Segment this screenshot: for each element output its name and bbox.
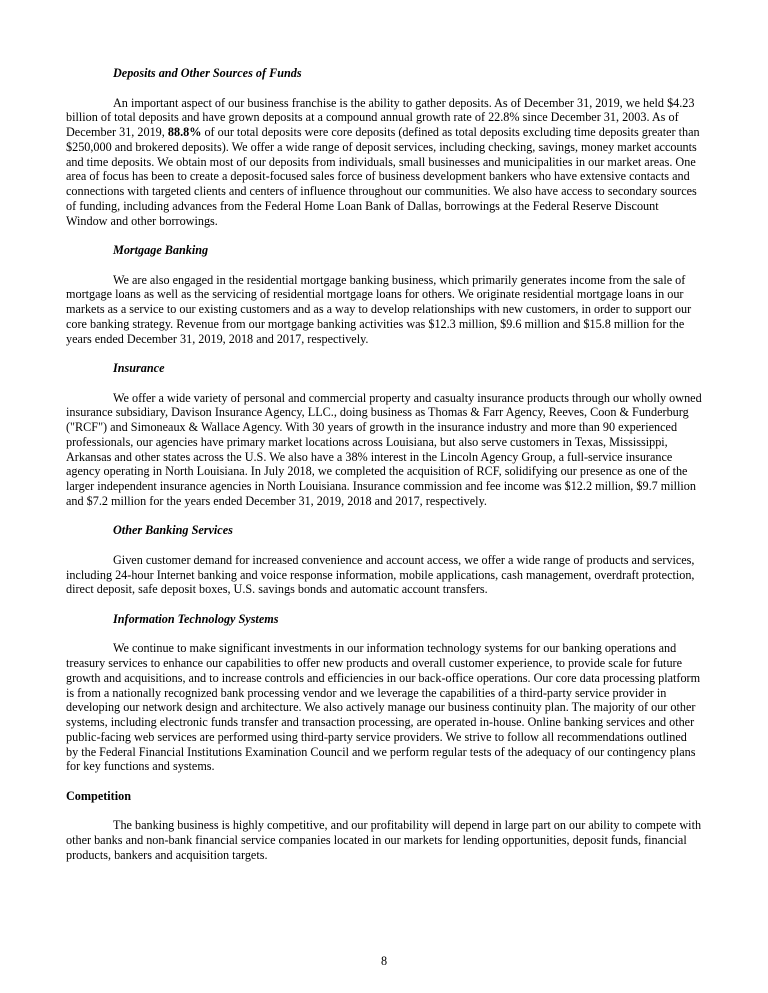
page-number: 8: [380, 954, 388, 969]
paragraph-competition: The banking business is highly competitive, and our profitability will depend in large part on our ability to compete with other banks and non-bank financial service companies located in our markets for lending opportunities, deposit funds, financial products, bankers and acquisition targets.: [66, 818, 702, 862]
paragraph-information-technology-systems: We continue to make significant investments in our information technology systems for our banking operations and treasury services to enhance our capabilities to offer new products and overall customer experience, to provide scale for future growth and acquisitions, and to increase controls and efficiencies in our back-office operations. Our core data processing platform is from a nationally recognized bank processing vendor and we leverage the capabilities of a third-party service provider in developing our network design and architecture. We also actively manage our business continuity plan. The majority of our other systems, including electronic funds transfer and transaction processing, are operated in-house. Online banking services and other public-facing web services are performed using third-party service providers. We strive to follow all recommendations outlined by the Federal Financial Institutions Examination Council and we perform regular tests of the adequacy of our contingency plans for key functions and systems.: [66, 641, 701, 774]
heading-information-technology-systems: Information Technology Systems: [113, 611, 279, 626]
paragraph-mortgage-banking: We are also engaged in the residential mortgage banking business, which primarily generates income from the sale of mortgage loans as well as the servicing of residential mortgage loans for others. We originate residential mortgage loans in our markets as a service to our existing customers and as a way to develop relationships with new customers, in order to support our core banking strategy. Revenue from our mortgage banking activities was $12.3 million, $9.6 million and $15.8 million for the years ended December 31, 2019, 2018 and 2017, respectively.: [66, 272, 692, 346]
paragraph-deposits-text-end: of our total deposits were core deposits (defined as total deposits excluding time deposits greater than $250,000 and brokered deposits). We offer a wide range of deposit services, including checking, savings, money market accounts and time deposits. We obtain most of our deposits from individuals, small businesses and municipalities in our market areas. One area of focus has been to create a deposit-focused sales force of business development bankers who have extensive contacts and connections with targeted clients and centers of influence throughout our communities. We also have access to secondary sources of funding, including advances from the Federal Home Loan Bank of Dallas, borrowings at the Federal Reserve Discount Window and other borrowings.: [66, 125, 700, 228]
heading-insurance: Insurance: [113, 361, 165, 375]
heading-mortgage-banking: Mortgage Banking: [113, 243, 209, 257]
paragraph-deposits: [66, 96, 702, 229]
heading-other-banking-services: Other Banking Services: [113, 523, 233, 538]
paragraph-insurance: We offer a wide variety of personal and commercial property and casualty insurance products through our wholly owned insurance subsidiary, Davison Insurance Agency, LLC., doing business as Thomas & Farr Agency, Reeves, Coon & Funderburg ("RCF") and Simoneaux & Wallace Agency. With 30 years of growth in the insurance industry and more than 90 experienced professionals, our agencies have primary market locations across Louisiana, but also serve customers in Texas, Mississippi, Arkansas and other states across the U.S. We also have a 38% interest in the Lincoln Agency Group, a full-service insurance agency operating in North Louisiana. In July 2018, we completed the acquisition of RCF, solidifying our presence as one of the larger independent insurance agencies in North Louisiana. Insurance commission and fee income was $12.2 million, $9.7 million and $7.2 million for the years ended December 31, 2019, 2018 and 2017, respectively.: [66, 390, 702, 508]
paragraph-deposits-text-start: An important aspect of our business franchise is the ability to gather deposits. As of December 31, 2019, we held $4.23 billion of total deposits and have grown deposits at a compound annual growth rate of 22.8% since December 31, 2003. As of December 31, 2019,: [66, 95, 695, 139]
paragraph-other-banking-services: Given customer demand for increased convenience and account access, we offer a wide range of products and services, including 24-hour Internet banking and voice response information, mobile applications, cash management, overdraft protection, direct deposit, safe deposit boxes, U.S. savings bonds and automatic account transfers.: [66, 552, 695, 597]
heading-deposits-and-other-sources-of-funds: Deposits and Other Sources of Funds: [113, 66, 302, 80]
bold-core-deposits-percentage: 88.8%: [167, 125, 202, 139]
heading-competition: Competition: [66, 788, 131, 803]
